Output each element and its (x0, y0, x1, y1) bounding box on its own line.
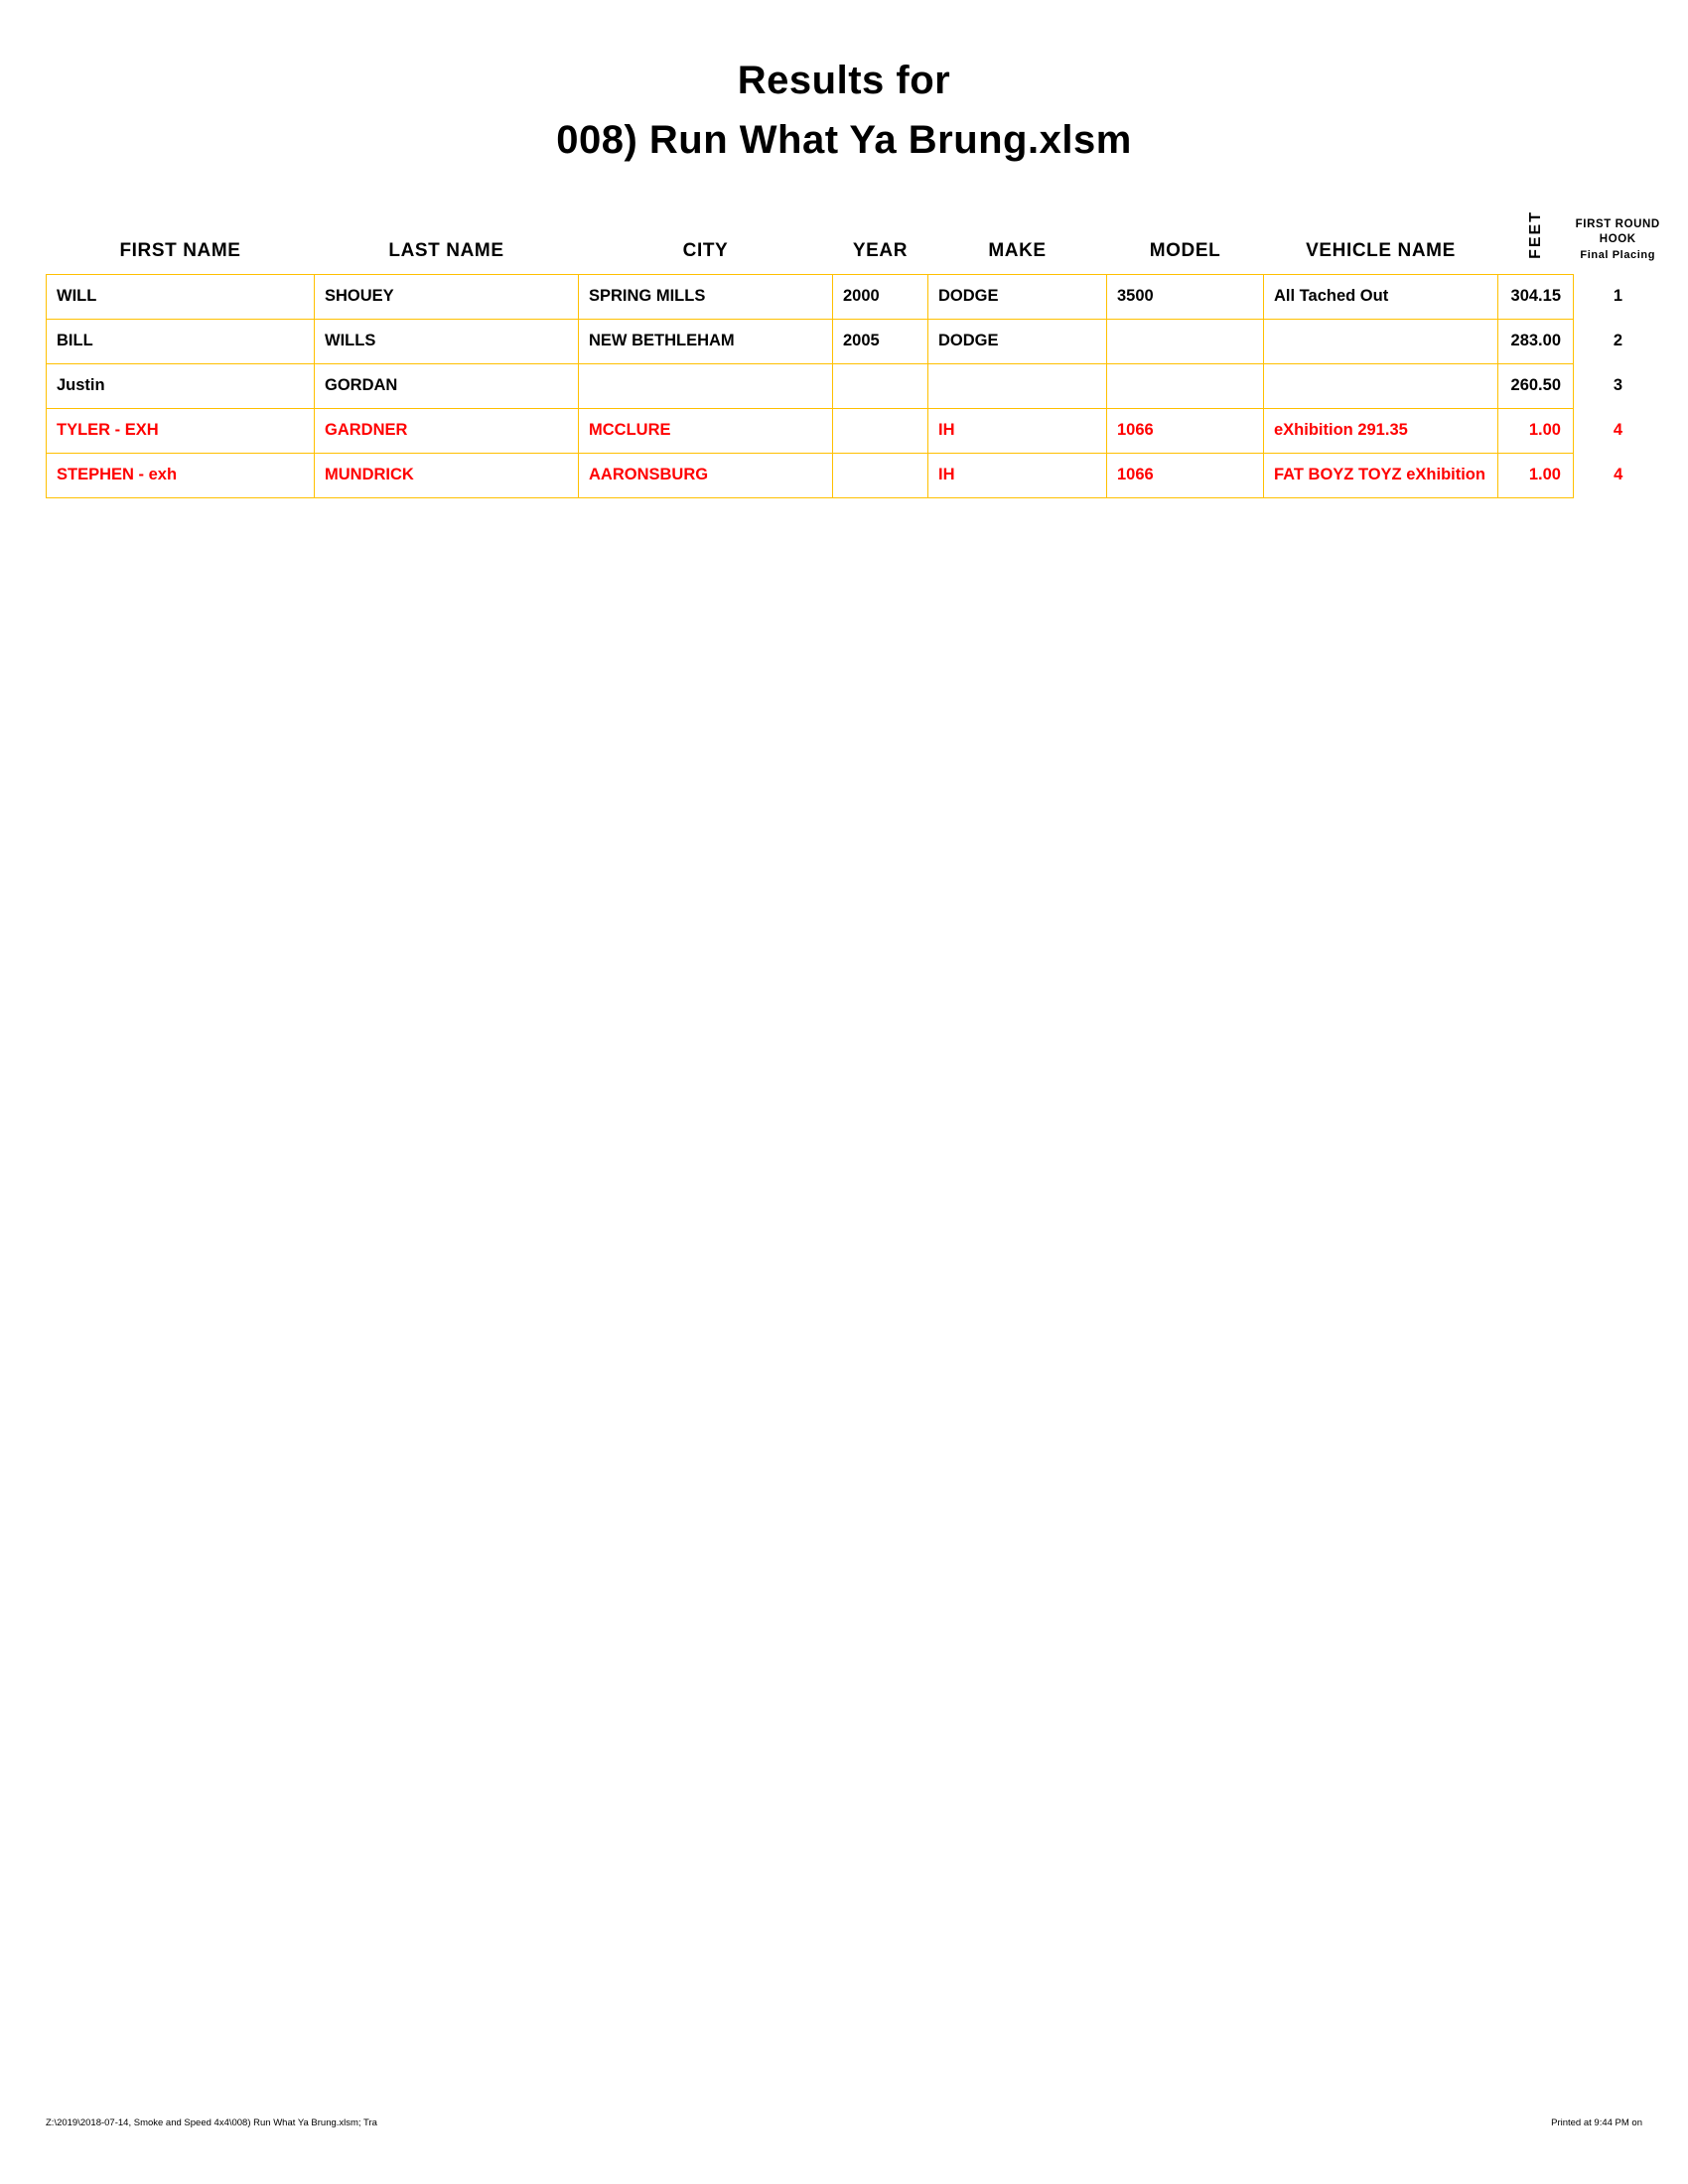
cell-final-placing: 1 (1613, 287, 1623, 306)
table-header-row (47, 210, 1663, 274)
cell-vehicle-name: eXhibition 291.35 (1264, 408, 1498, 453)
cell-vehicle-name (1264, 363, 1498, 408)
header-placing-line-3: Final Placing (1580, 248, 1656, 261)
cell-last-name: GORDAN (315, 363, 579, 408)
cell-city: MCCLURE (579, 408, 833, 453)
cell-last-name: WILLS (315, 319, 579, 363)
cell-model: 1066 (1107, 408, 1264, 453)
cell-last-name: SHOUEY (315, 274, 579, 319)
cell-city: SPRING MILLS (579, 274, 833, 319)
cell-final-placing: 4 (1613, 421, 1623, 440)
cell-feet: 1.00 (1498, 408, 1574, 453)
cell-city (579, 363, 833, 408)
cell-vehicle-name (1264, 319, 1498, 363)
cell-year: 2000 (833, 274, 928, 319)
cell-vehicle-name: All Tached Out (1264, 274, 1498, 319)
cell-first-name: TYLER - EXH (47, 408, 315, 453)
cell-year (833, 408, 928, 453)
cell-feet: 283.00 (1498, 319, 1574, 363)
results-table (46, 210, 1663, 498)
cell-last-name: GARDNER (315, 408, 579, 453)
table-row (47, 274, 1663, 319)
cell-make: IH (928, 453, 1107, 497)
header-vehicle-name: VEHICLE NAME (1306, 239, 1456, 261)
cell-first-name: Justin (47, 363, 315, 408)
cell-first-name: STEPHEN - exh (47, 453, 315, 497)
cell-model: 1066 (1107, 453, 1264, 497)
cell-feet: 304.15 (1498, 274, 1574, 319)
cell-model (1107, 319, 1264, 363)
header-placing-line-2: HOOK (1599, 233, 1636, 246)
footer-print-time: Printed at 9:44 PM on (1551, 2117, 1642, 2128)
cell-city: NEW BETHLEHAM (579, 319, 833, 363)
cell-final-placing: 3 (1613, 376, 1623, 395)
table-row (47, 453, 1663, 497)
header-city: CITY (682, 239, 729, 261)
cell-city: AARONSBURG (579, 453, 833, 497)
cell-feet: 1.00 (1498, 453, 1574, 497)
title-line-2: 008) Run What Ya Brung.xlsm (556, 118, 1132, 162)
footer-file-path: Z:\2019\2018-07-14, Smoke and Speed 4x4\008) Run What Ya Brung.xlsm; Tra (46, 2117, 377, 2128)
title-line-1: Results for (737, 59, 951, 102)
cell-final-placing: 4 (1614, 466, 1623, 484)
page-footer (46, 2117, 1642, 2128)
cell-first-name: WILL (47, 274, 315, 319)
cell-last-name: MUNDRICK (315, 453, 579, 497)
cell-year (833, 363, 928, 408)
header-final-placing (1574, 210, 1663, 274)
header-make: MAKE (988, 239, 1047, 261)
header-model: MODEL (1149, 239, 1221, 261)
page-title (0, 0, 1688, 165)
header-last-name: LAST NAME (388, 239, 504, 261)
cell-year (833, 453, 928, 497)
header-year: YEAR (852, 239, 909, 261)
cell-make: DODGE (928, 319, 1107, 363)
header-feet-label: FEET (1526, 210, 1544, 259)
cell-final-placing: 2 (1613, 332, 1623, 350)
table-row (47, 408, 1663, 453)
table-header (47, 210, 1663, 274)
cell-make (928, 363, 1107, 408)
header-placing-line-1: FIRST ROUND (1575, 217, 1660, 230)
table-row (47, 363, 1663, 408)
cell-first-name: BILL (47, 319, 315, 363)
table-body (47, 274, 1663, 497)
cell-feet: 260.50 (1498, 363, 1574, 408)
cell-year: 2005 (833, 319, 928, 363)
cell-make: IH (928, 408, 1107, 453)
results-table-container (46, 210, 1660, 498)
cell-make: DODGE (928, 274, 1107, 319)
header-first-name: FIRST NAME (119, 239, 241, 261)
table-row (47, 319, 1663, 363)
cell-vehicle-name: FAT BOYZ TOYZ eXhibition (1264, 453, 1498, 497)
cell-model: 3500 (1107, 274, 1264, 319)
header-feet (1498, 210, 1574, 274)
cell-model (1107, 363, 1264, 408)
